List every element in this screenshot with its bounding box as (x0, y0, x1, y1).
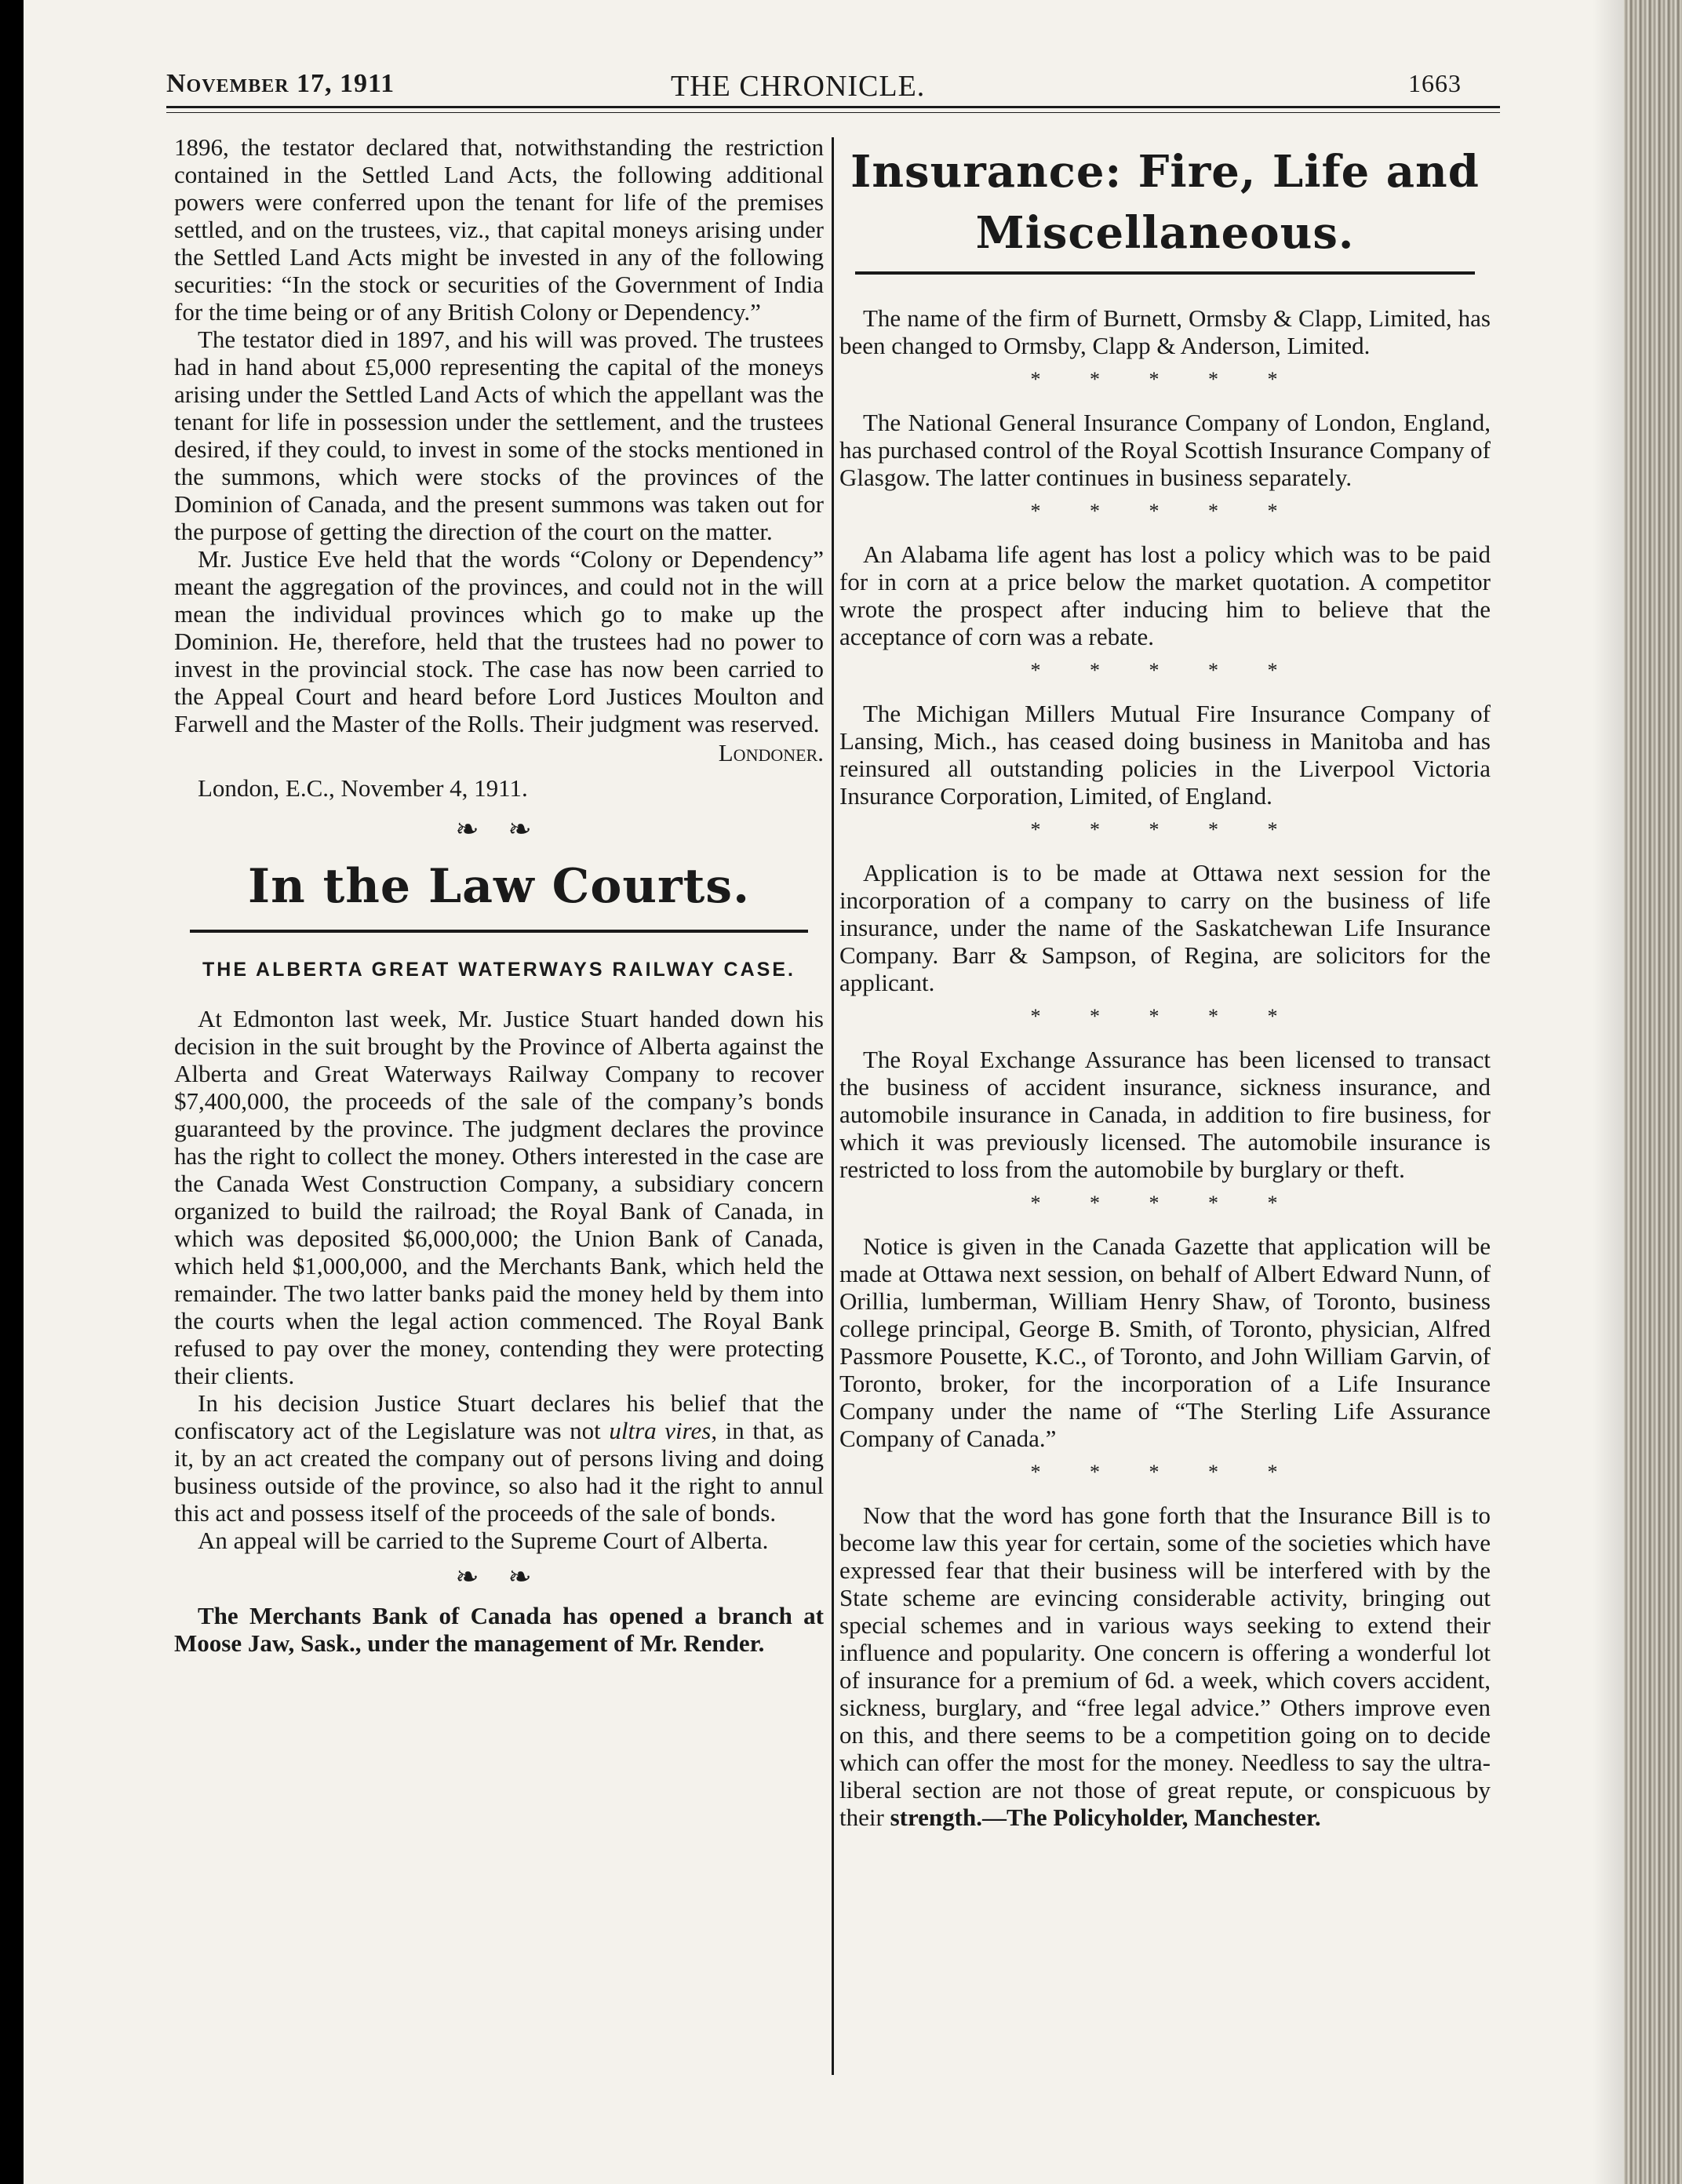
section-rule (855, 271, 1475, 275)
asterism-separator: * * * * * (1030, 1005, 1300, 1028)
attribution: strength.—The Policyholder, Manchester. (890, 1804, 1321, 1831)
article-paragraph (174, 1389, 824, 1527)
news-item: The Royal Exchange Assurance has been licensed to transact the business of accident insurance, sickness insurance, and automobile insurance in Canada, in addition to fire business, for which it was previously licensed. The automobile insurance is restricted to loss from the automobile by burglary or theft. (839, 1046, 1491, 1183)
news-item: The name of the firm of Burnett, Ormsby & Clapp, Limited, has been changed to Ormsby, Clapp & Anderson, Limited. (839, 304, 1491, 359)
asterism-separator: * * * * * (1030, 659, 1300, 682)
header-rule (166, 106, 1500, 108)
news-item: The National General Insurance Company of London, England, has purchased control of the Royal Scottish Insurance Company of Glasgow. The latter continues in business separately. (839, 409, 1491, 491)
book-page-edges (1624, 0, 1682, 2184)
article-paragraph: Mr. Justice Eve held that the words “Colony or Dependency” meant the aggregation of the provinces, and could not in the will mean the individual provinces which go to make up the Dominion. He, therefore, held that the trustees had no power to invest in the provincial stock. The case has now been carried to the Appeal Court and heard before Lord Justices Moulton and Farwell and the Master of the Rolls. Their judgment was reserved. (174, 545, 824, 737)
column-divider (832, 137, 834, 2075)
news-item (839, 1502, 1491, 1831)
article-paragraph: The Merchants Bank of Canada has opened a branch at Moose Jaw, Sask., under the management of Mr. Render. (174, 1602, 824, 1657)
section-rule (190, 930, 808, 933)
article-paragraph: The testator died in 1897, and his will was proved. The trustees had in hand about £5,000 representing the capital of the moneys arising under the Settled Land Acts of which the appellant was the tenant for life in possession under the settlement, and the trustees desired, if they could, to invest in some of the stocks mentioned in the summons, which were stocks of the provinces of the Dominion of Canada, and the present summons was taken out for the purpose of getting the direction of the court on the matter. (174, 326, 824, 545)
news-item: An Alabama life agent has lost a policy which was to be paid for in corn at a price below the market quotation. A competitor wrote the prospect after inducing him to believe that the acceptance of corn was a rebate. (839, 541, 1491, 650)
news-item: Notice is given in the Canada Gazette that application will be made at Ottawa next session, on behalf of Albert Edward Nunn, of Orillia, lumberman, William Henry Shaw, of Toronto, business college principal, George B. Smith, of Toronto, physician, Alfred Passmore Pousette, K.C., of Toronto, and John William Garvin, of Toronto, broker, for the incorporation of a Life Insurance Company under the name of “The Sterling Life Assurance Company of Canada.” (839, 1232, 1491, 1452)
newspaper-page (24, 0, 1624, 2184)
asterism-separator: * * * * * (1030, 1192, 1300, 1214)
news-item: Application is to be made at Ottawa next session for the incorporation of a company to carry on the business of life insurance, under the name of the Saskatchewan Life Insurance Company. Barr & Sampson, of Regina, are solicitors for the applicant. (839, 859, 1491, 996)
news-item: The Michigan Millers Mutual Fire Insurance Company of Lansing, Mich., has ceased doing business in Manitoba and has reinsured all outstanding policies in the Liverpool Victoria Insurance Corporation, Limited, of England. (839, 700, 1491, 810)
case-heading: THE ALBERTA GREAT WATERWAYS RAILWAY CASE. (202, 959, 795, 981)
fleuron-ornament: ❧ ❧ (455, 1561, 543, 1592)
asterism-separator: * * * * * (1030, 368, 1300, 391)
publication-title: THE CHRONICLE. (671, 70, 926, 103)
header-rule-thin (166, 112, 1500, 113)
asterism-separator: * * * * * (1030, 500, 1300, 522)
latin-term: ultra vires (609, 1417, 712, 1444)
dateline: London, E.C., November 4, 1911. (198, 774, 528, 802)
left-column (174, 133, 824, 1657)
title-line: Insurance: Fire, Life and (850, 146, 1480, 198)
article-paragraph: 1896, the testator declared that, notwithstanding the restriction contained in the Settled Land Acts, the following additional powers were conferred upon the tenant for life of the premises settled, and on the trustees, viz., that capital moneys arising under the Settled Land Acts might be invested in any of the following securities: “In the stock or securities of the Government of India for the time being or of any British Colony or Dependency.” (174, 133, 824, 326)
asterism-separator: * * * * * (1030, 1461, 1300, 1483)
page-number: 1663 (1408, 69, 1462, 97)
author-signature: Londoner. (718, 739, 824, 766)
text-run: In his decision Justice Stuart declares his belief that the confiscatory act of the Legislature was not (174, 1389, 824, 1444)
section-title-law-courts: In the Law Courts. (248, 859, 750, 914)
title-line: Miscellaneous. (975, 207, 1355, 259)
section-title-insurance (839, 141, 1491, 264)
right-column (839, 133, 1491, 1834)
article-paragraph: At Edmonton last week, Mr. Justice Stuart handed down his decision in the suit brought by the Province of Alberta against the Alberta and Great Waterways Railway Company to recover $7,400,000, the proceeds of the sale of the company’s bonds guaranteed by the province. The judgment declares the province has the right to collect the money. Others interested in the case are the Canada West Construction Company, a subsidiary concern organized to build the railroad; the Royal Bank of Canada, in which was deposited $6,000,000; the Union Bank of Canada, which held $1,000,000, and the Merchants Bank, which held the remainder. The two latter banks paid the money held by them into the courts when the legal action commenced. The Royal Bank refused to pay over the money, contending they were protecting their clients. (174, 1005, 824, 1389)
asterism-separator: * * * * * (1030, 818, 1300, 841)
issue-date: November 17, 1911 (166, 69, 395, 98)
text-run: , in that, as it, by an act created the company out of persons living and doing business outside of the province, so also had it the right to annul this act and possess itself of the proceeds of the sale of bonds. (174, 1417, 824, 1527)
fleuron-ornament: ❧ ❧ (455, 814, 543, 845)
article-paragraph: An appeal will be carried to the Supreme Court of Alberta. (198, 1527, 769, 1554)
text-run: Now that the word has gone forth that the Insurance Bill is to become law this year for certain, some of the societies which have expressed fear that their business will be interfered with by the State scheme are evincing considerable activity, bringing out special schemes and in various ways seeking to extend their influence and popularity. One concern is offering a wonderful lot of insurance for a premium of 6d. a week, which covers accident, sickness, burglary, and “free legal advice.” Others improve even on this, and there seems to be a competition going on to decide which can offer the most for the money. Needless to say the ultra-liberal section are not those of great repute, or conspicuous by their (839, 1502, 1491, 1831)
